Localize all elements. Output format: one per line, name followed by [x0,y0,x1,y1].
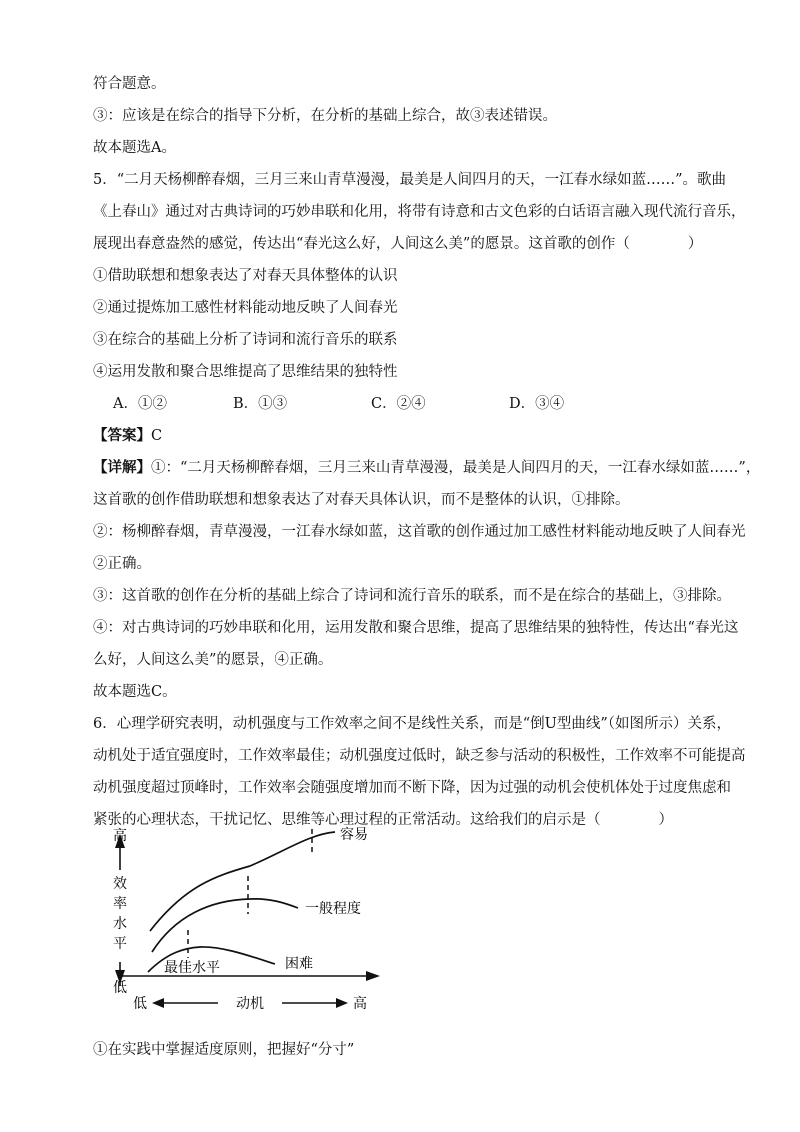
statement-1: ①在实践中掌握适度原则，把握好“分寸” [93,1042,355,1058]
explanation-line: ②：杨柳醉春烟，青草漫漫，一江春水绿如蓝，这首歌的创作通过加工感性材料能动地反映了人间春光 [93,524,746,540]
y-label-char: 水 [113,916,127,932]
answer-line [93,426,162,446]
explanation-line: 故本题选C。 [93,684,177,700]
statement-4: ④运用发散和聚合思维提高了思维结果的独特性 [93,364,398,380]
y-high-label: 高 [113,828,127,844]
statement-3: ③在综合的基础上分析了诗词和流行音乐的联系 [93,332,398,348]
text-line: 故本题选A。 [93,140,176,156]
explanation-line [93,458,760,478]
y-label-char: 平 [113,936,127,952]
explain-text: ①：“二月天杨柳醉春烟，三月三来山青草漫漫，最美是人间四月的天，一江春水绿如蓝……”， [151,460,761,476]
label-optimum: 最佳水平 [164,960,220,976]
label-easy: 容易 [340,827,368,843]
x-scale-arrow-right-icon [336,998,348,1008]
explanation-line: 么好，人间这么美”的愿景，④正确。 [93,652,333,668]
question-6-line: 动机强度超过顶峰时，工作效率会随强度增加而不断下降，因为过强的动机会使机体处于过度焦虑和 [93,780,731,796]
explanation-line: ②正确。 [93,556,151,572]
question-6-line: 动机处于适宜强度时，工作效率最佳；动机强度过低时，缺乏参与活动的积极性，工作效率不可能提高 [93,748,746,764]
text-line: 符合题意。 [93,76,166,92]
x-low-label: 低 [133,996,147,1012]
label-difficult: 困难 [285,956,313,972]
question-6-line: 紧张的心理状态，干扰记忆、思维等心理过程的正常活动。这给我们的启示是（ ） [93,812,673,828]
answer-value: C [151,428,163,444]
question-5-line: 《上春山》通过对古典诗词的巧妙串联和化用，将带有诗意和古文色彩的白话语言融入现代流行音乐， [93,204,746,220]
option-b: B．①③ [233,396,288,412]
option-c: C．②④ [371,396,426,412]
explanation-line: ④：对古典诗词的巧妙串联和化用，运用发散和聚合思维，提高了思维结果的独特性，传达出“春光这 [93,620,739,636]
statement-2: ②通过提炼加工感性材料能动地反映了人间春光 [93,300,398,316]
question-5-line: 展现出春意盎然的感觉，传达出“春光这么好，人间这么美”的愿景。这首歌的创作（ ） [93,236,703,252]
question-6-line: 6．心理学研究表明，动机强度与工作效率之间不是线性关系，而是“倒U型曲线”（如图所示）关系， [93,716,732,732]
option-d: D．③④ [509,396,565,412]
motivation-efficiency-figure [100,826,400,1016]
explanation-line: 这首歌的创作借助联想和想象表达了对春天具体认识，而不是整体的认识，①排除。 [93,492,630,508]
x-axis-label: 动机 [236,996,264,1012]
statement-1: ①借助联想和想象表达了对春天具体整体的认识 [93,268,398,284]
y-low-label: 低 [113,980,127,996]
y-label-char: 效 [113,876,127,892]
explain-label: 【详解】 [93,459,151,476]
answer-label: 【答案】 [93,427,151,444]
curve-medium [152,899,298,952]
y-label-char: 率 [113,896,127,912]
text-line: ③：应该是在综合的指导下分析，在分析的基础上综合，故③表述错误。 [93,108,557,124]
question-5-line: 5．“二月天杨柳醉春烟，三月三来山青草漫漫，最美是人间四月的天，一江春水绿如蓝……”。歌曲 [93,172,727,188]
option-a: A．①② [113,396,167,412]
explanation-line: ③：这首歌的创作在分析的基础上综合了诗词和流行音乐的联系，而不是在综合的基础上，③排除。 [93,588,731,604]
label-medium: 一般程度 [305,901,361,917]
x-high-label: 高 [353,996,367,1012]
x-scale-arrow-left-icon [152,998,164,1008]
x-axis-arrow-icon [366,971,380,981]
